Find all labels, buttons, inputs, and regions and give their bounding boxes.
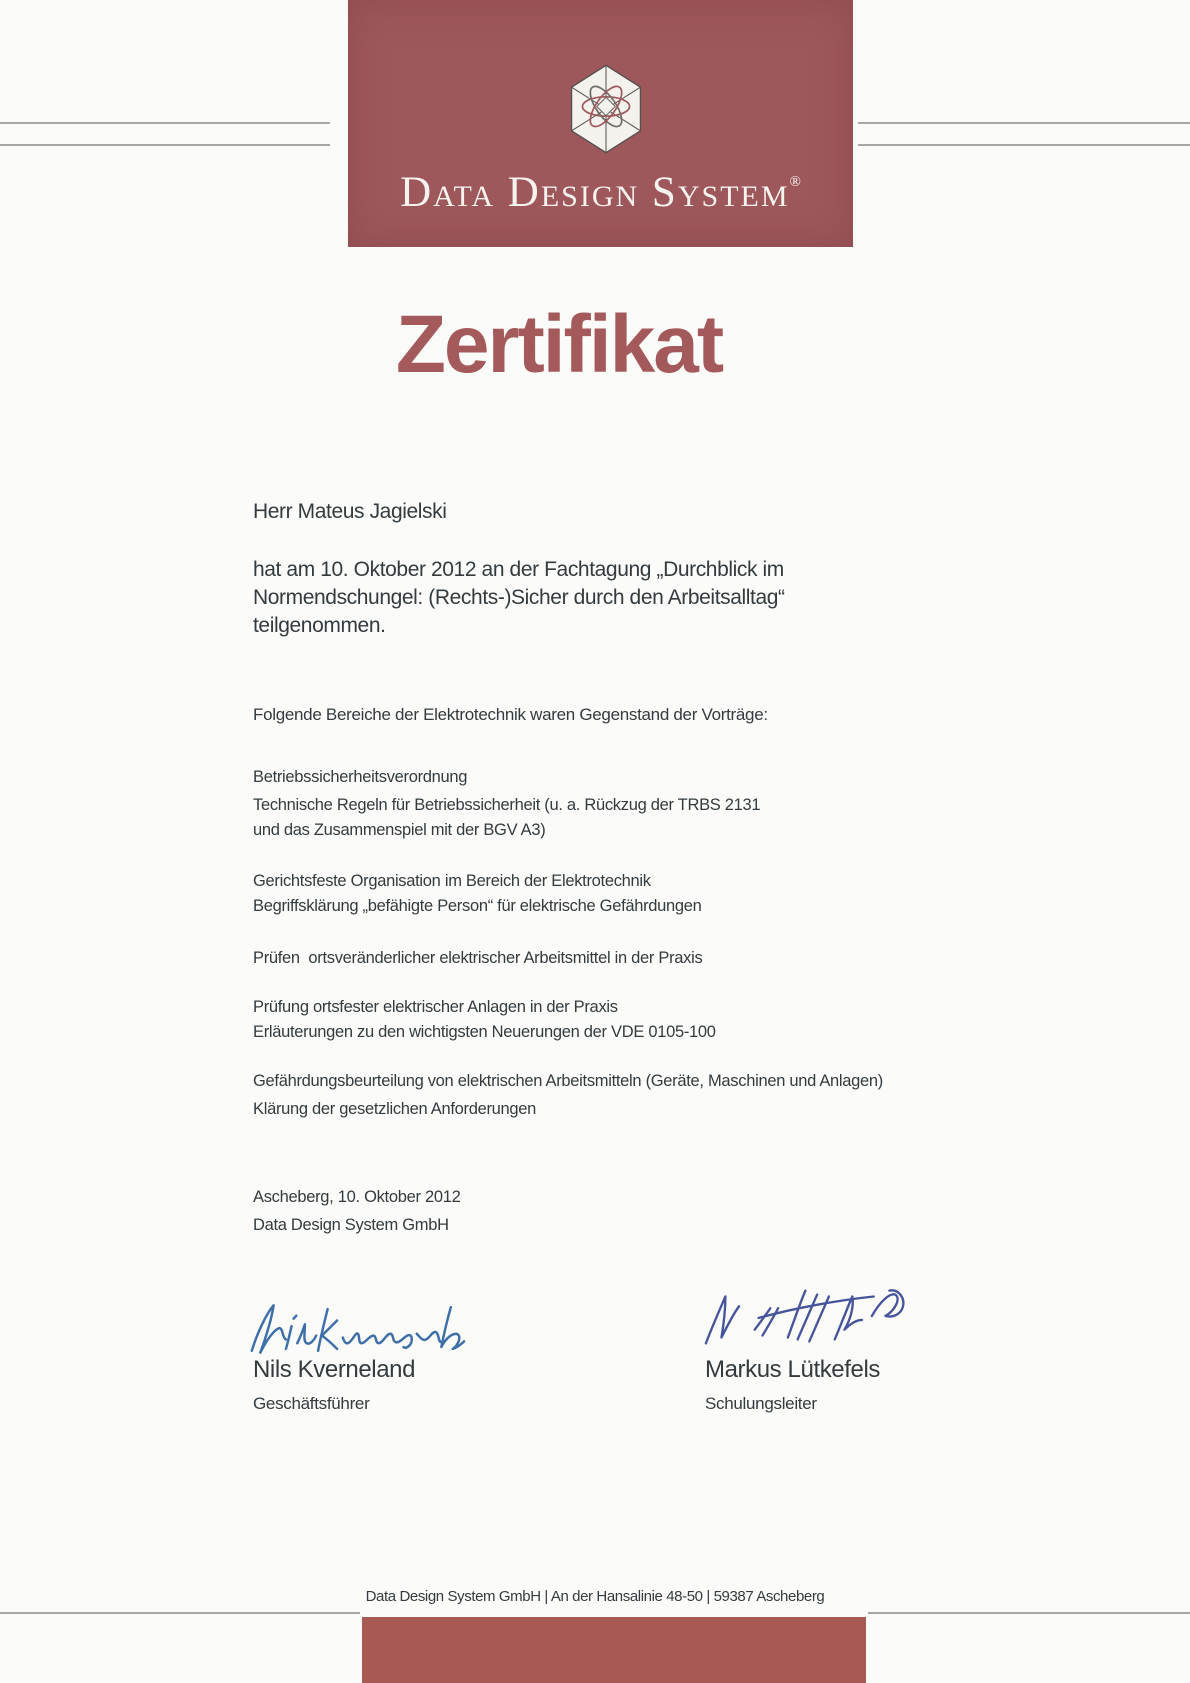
bottom-rule-right [868,1612,1190,1614]
topic-line: Betriebssicherheitsverordnung [253,768,468,786]
issuing-company: Data Design System GmbH [253,1216,449,1234]
signer-right-role: Schulungsleiter [705,1394,817,1413]
brand-name-text: Data Design System [400,169,790,216]
intro-line: teilgenommen. [253,614,386,637]
registered-mark: ® [789,174,801,190]
signature-right-ink [700,1280,905,1354]
footer-address: Data Design System GmbH | An der Hansalinie 48-50 | 59387 Ascheberg [365,1588,825,1605]
topic-line: Gefährdungsbeurteilung von elektrischen Arbeitsmitteln (Geräte, Maschinen und Anlagen) [253,1072,884,1090]
topic-line: und das Zusammenspiel mit der BGV A3) [253,821,546,839]
topics-heading: Folgende Bereiche der Elektrotechnik waren Gegenstand der Vorträge: [253,705,768,724]
top-rule-left-2 [0,144,330,146]
topic-line: Begriffsklärung „befähigte Person“ für elektrische Gefährdungen [253,897,702,915]
topic-line: Prüfen ortsveränderlicher elektrischer Arbeitsmittel in der Praxis [253,949,703,967]
signature-left-ink [248,1298,466,1360]
topic-line: Technische Regeln für Betriebssicherheit (u. a. Rückzug der TRBS 2131 [253,796,761,814]
recipient-name: Herr Mateus Jagielski [253,500,447,523]
place-date: Ascheberg, 10. Oktober 2012 [253,1188,461,1206]
topic-line: Gerichtsfeste Organisation im Bereich der Elektrotechnik [253,872,651,890]
top-rule-left-1 [0,122,330,124]
bottom-rule-left [0,1612,360,1614]
intro-line: Normendschungel: (Rechts-)Sicher durch den Arbeitsalltag“ [253,586,785,609]
topic-line: Erläuterungen zu den wichtigsten Neuerungen der VDE 0105-100 [253,1023,716,1041]
top-rule-right-2 [858,144,1190,146]
top-rule-right-1 [858,122,1190,124]
topic-line: Prüfung ortsfester elektrischer Anlagen in der Praxis [253,998,618,1016]
footer-bar [362,1617,866,1683]
signer-right-name: Markus Lütkefels [705,1356,881,1383]
certificate-title: Zertifikat [395,299,723,390]
signer-left-role: Geschäftsführer [253,1394,370,1413]
hexagon-cube-flower-icon [564,62,648,156]
brand-banner [348,0,853,247]
topic-line: Klärung der gesetzlichen Anforderungen [253,1100,537,1118]
brand-name [348,168,853,217]
intro-line: hat am 10. Oktober 2012 an der Fachtagung „Durchblick im [253,558,784,581]
signer-left-name: Nils Kverneland [253,1356,416,1383]
